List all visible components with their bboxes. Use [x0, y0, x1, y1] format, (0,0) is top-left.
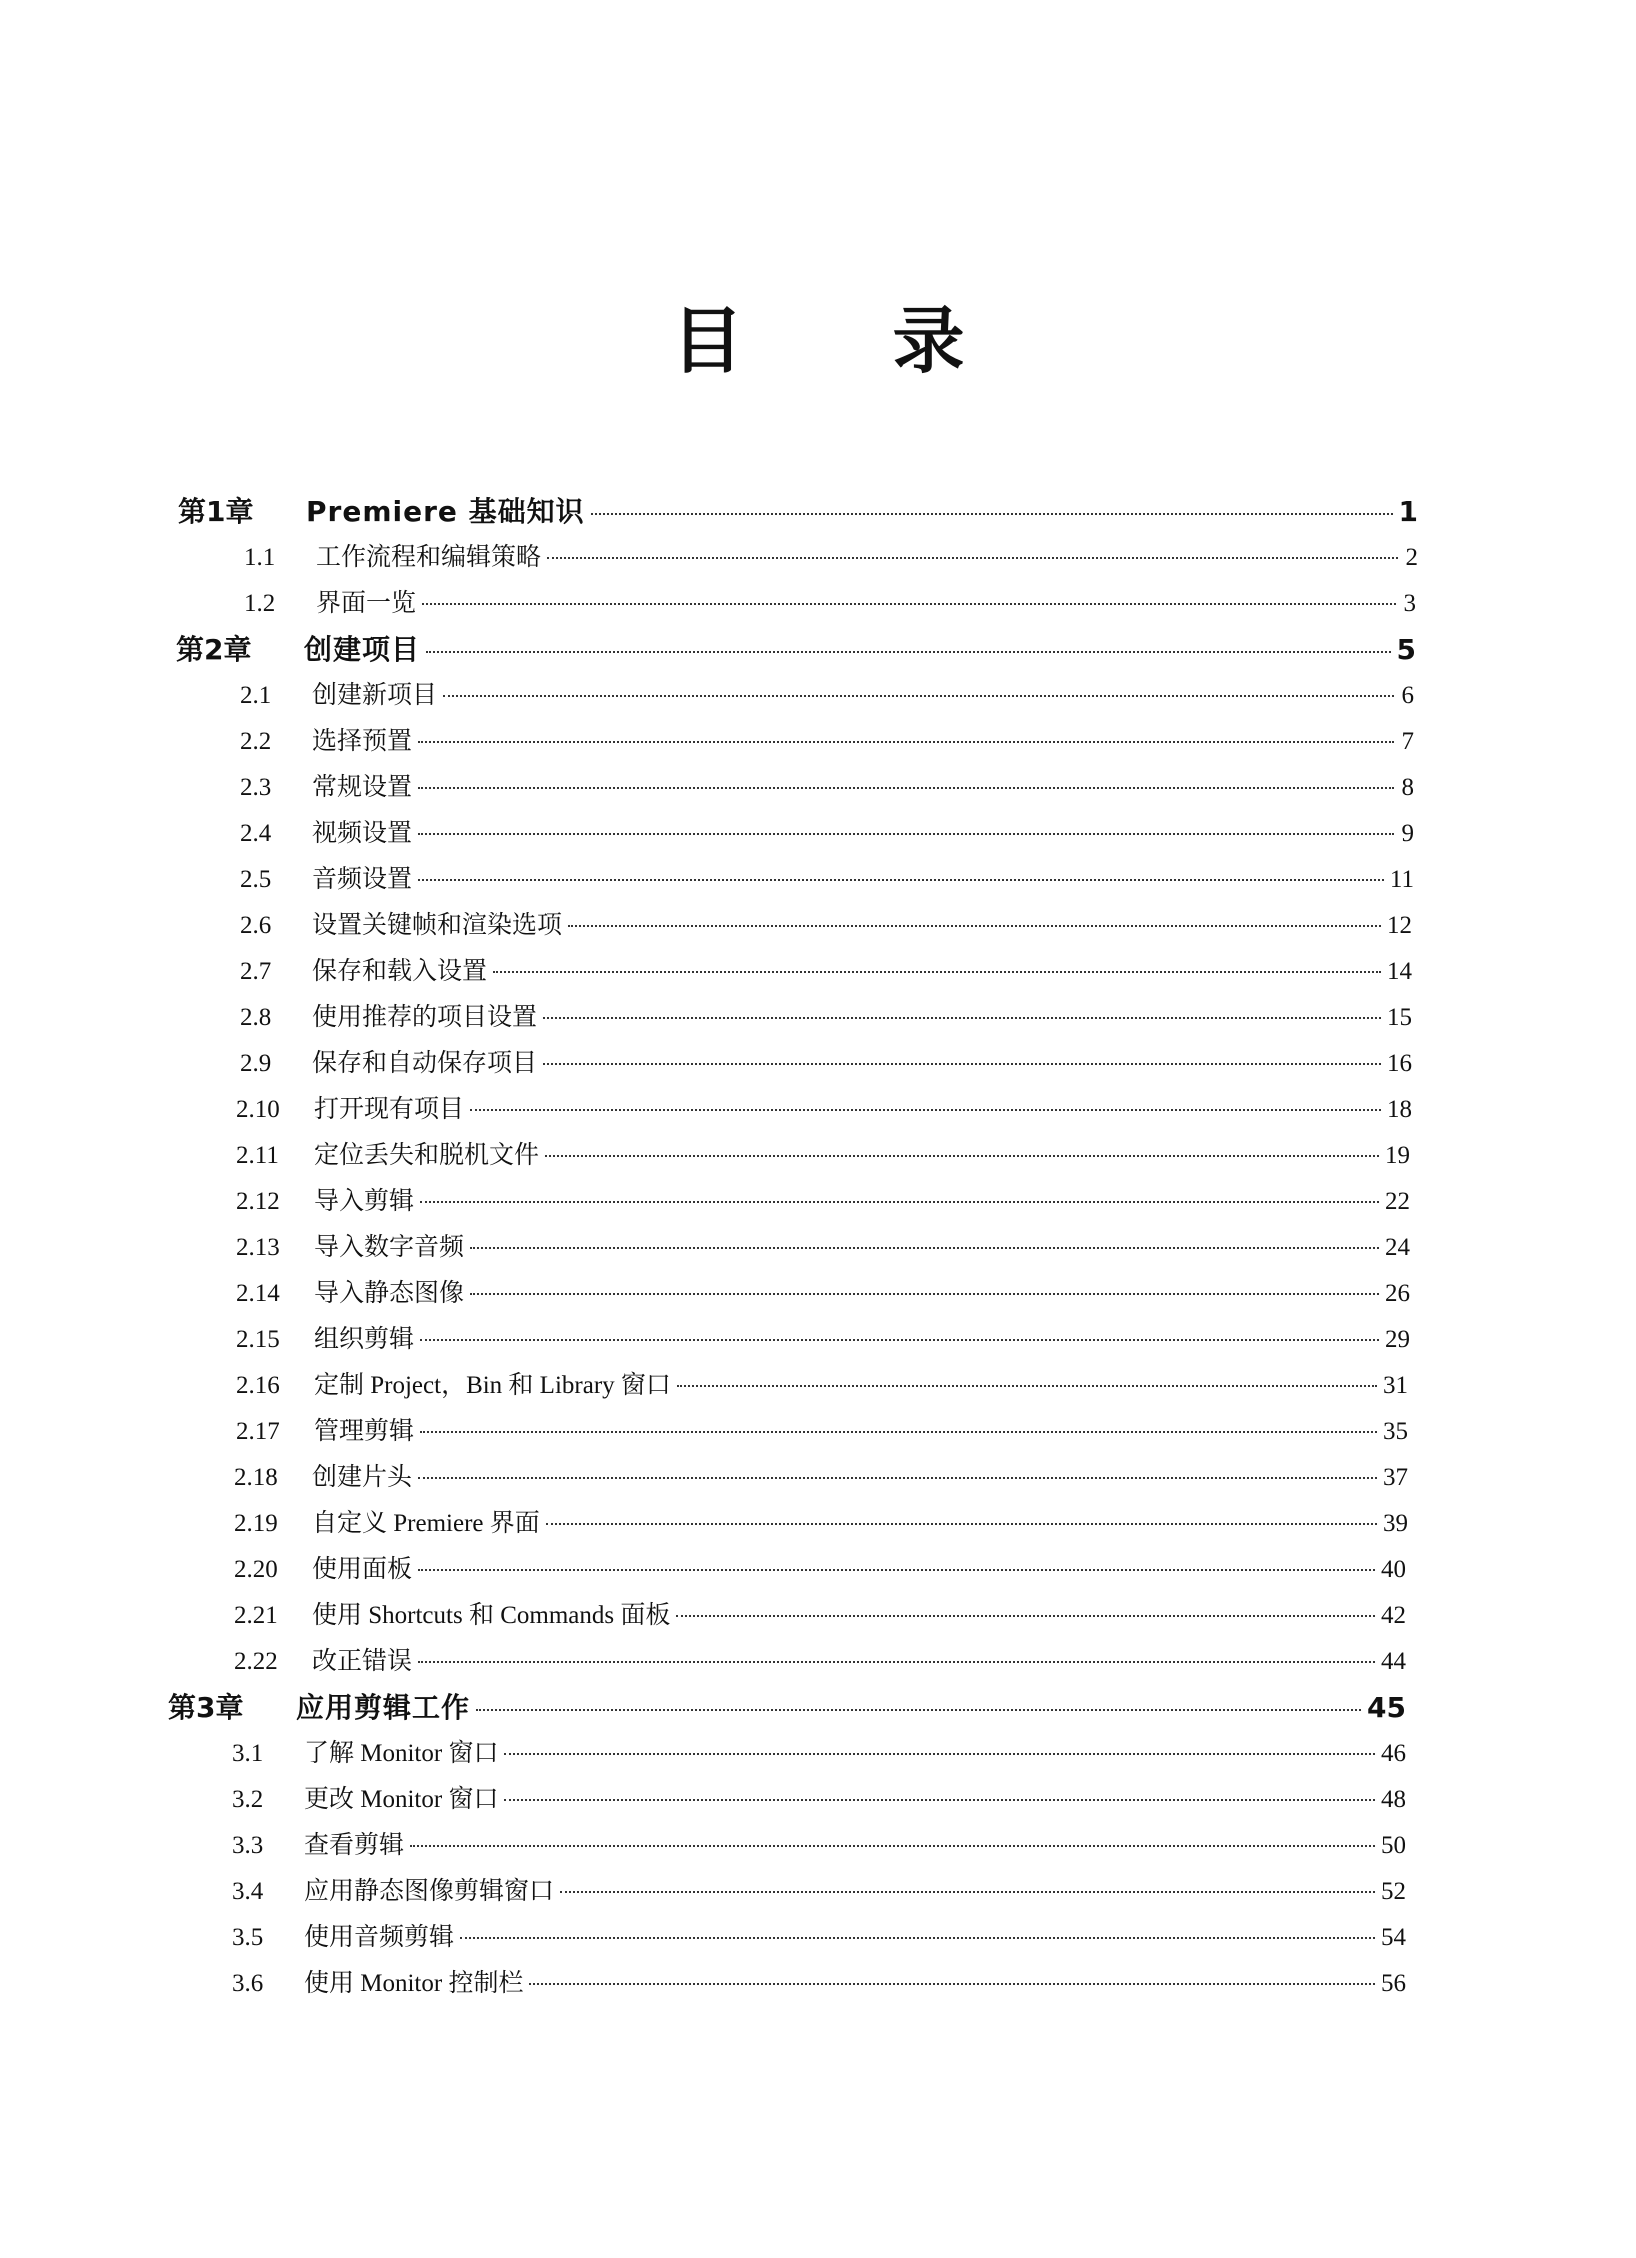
toc-section-2-2[interactable] [240, 720, 1414, 764]
toc-section-2-19[interactable] [234, 1502, 1408, 1546]
section-title: 创建新项目 [312, 682, 438, 709]
toc-chapter-3[interactable] [168, 1686, 1406, 1730]
toc-section-2-15[interactable] [236, 1318, 1410, 1362]
page-number: 11 [1389, 866, 1414, 893]
page-number: 46 [1381, 1740, 1406, 1767]
dot-leader [568, 925, 1381, 927]
toc-section-2-20[interactable] [234, 1548, 1406, 1592]
section-title: 保存和自动保存项目 [312, 1050, 538, 1077]
chapter-title: 创建项目 [304, 633, 421, 666]
section-title: 定位丢失和脱机文件 [314, 1142, 540, 1169]
dot-leader [543, 1017, 1381, 1019]
dot-leader [493, 971, 1381, 973]
section-title: 使用推荐的项目设置 [312, 1004, 538, 1031]
page-number: 9 [1401, 820, 1414, 847]
section-number: 3.3 [232, 1832, 264, 1859]
section-title: 更改 Monitor 窗口 [304, 1786, 499, 1813]
dot-leader [418, 1569, 1375, 1571]
section-title: 改正错误 [312, 1648, 413, 1675]
dot-leader [547, 557, 1398, 559]
dot-leader [460, 1937, 1375, 1939]
section-title: 查看剪辑 [304, 1832, 405, 1859]
section-number: 2.20 [234, 1556, 278, 1583]
section-number: 2.12 [236, 1188, 280, 1215]
toc-section-1-1[interactable] [244, 536, 1418, 580]
section-title: 打开现有项目 [314, 1096, 465, 1123]
page-number: 44 [1381, 1648, 1406, 1675]
page-number: 56 [1381, 1970, 1406, 1997]
page-number: 35 [1383, 1418, 1408, 1445]
dot-leader [504, 1799, 1375, 1801]
toc-section-2-22[interactable] [234, 1640, 1406, 1684]
section-number: 3.4 [232, 1878, 264, 1905]
section-title: 导入数字音频 [314, 1234, 465, 1261]
dot-leader [470, 1247, 1379, 1249]
page-number: 5 [1396, 633, 1416, 666]
page-number: 6 [1401, 682, 1414, 709]
section-title: 界面一览 [316, 590, 417, 617]
dot-leader [546, 1523, 1377, 1525]
section-number: 2.22 [234, 1648, 278, 1675]
section-title: 创建片头 [312, 1464, 413, 1491]
section-number: 2.14 [236, 1280, 280, 1307]
page-number: 31 [1383, 1372, 1408, 1399]
page-number: 45 [1367, 1691, 1406, 1724]
toc-section-3-4[interactable] [232, 1870, 1406, 1914]
section-number: 2.7 [240, 958, 272, 985]
chapter-number: 第1章 [178, 495, 254, 528]
page-number: 37 [1383, 1464, 1408, 1491]
dot-leader [443, 695, 1394, 697]
dot-leader [418, 1661, 1375, 1663]
page-number: 14 [1387, 958, 1412, 985]
toc-section-3-2[interactable] [232, 1778, 1406, 1822]
dot-leader [420, 1201, 1379, 1203]
section-title: 管理剪辑 [314, 1418, 415, 1445]
section-number: 2.10 [236, 1096, 280, 1123]
section-title: 视频设置 [312, 820, 413, 847]
toc-section-2-17[interactable] [236, 1410, 1408, 1454]
dot-leader [420, 1339, 1379, 1341]
section-number: 2.2 [240, 728, 272, 755]
page-number: 40 [1381, 1556, 1406, 1583]
chapter-title: 应用剪辑工作 [296, 1691, 471, 1724]
page-number: 24 [1385, 1234, 1410, 1261]
page-number: 7 [1401, 728, 1414, 755]
section-number: 2.21 [234, 1602, 278, 1629]
toc-section-2-7[interactable] [240, 950, 1412, 994]
dot-leader [418, 833, 1394, 835]
section-number: 3.5 [232, 1924, 264, 1951]
section-title: 设置关键帧和渲染选项 [312, 912, 563, 939]
dot-leader [591, 513, 1393, 515]
section-number: 2.16 [236, 1372, 280, 1399]
page-number: 2 [1405, 544, 1418, 571]
toc-section-2-12[interactable] [236, 1180, 1410, 1224]
toc-chapter-1[interactable] [178, 490, 1418, 534]
toc-section-2-18[interactable] [234, 1456, 1408, 1500]
section-title: 导入静态图像 [314, 1280, 465, 1307]
section-number: 2.5 [240, 866, 272, 893]
toc-section-3-1[interactable] [232, 1732, 1406, 1776]
section-title: 选择预置 [312, 728, 413, 755]
toc-section-1-2[interactable] [244, 582, 1416, 626]
section-number: 2.11 [236, 1142, 279, 1169]
dot-leader [418, 879, 1384, 881]
section-number: 2.19 [234, 1510, 278, 1537]
dot-leader [529, 1983, 1375, 1985]
toc-chapter-2[interactable] [176, 628, 1416, 672]
dot-leader [504, 1753, 1375, 1755]
section-number: 3.6 [232, 1970, 264, 1997]
section-number: 2.4 [240, 820, 272, 847]
section-title: 导入剪辑 [314, 1188, 415, 1215]
section-title: 常规设置 [312, 774, 413, 801]
toc-section-2-1[interactable] [240, 674, 1414, 718]
section-title: 组织剪辑 [314, 1326, 415, 1353]
section-title: 了解 Monitor 窗口 [304, 1740, 499, 1767]
dot-leader [470, 1293, 1379, 1295]
chapter-title: Premiere 基础知识 [306, 495, 585, 528]
dot-leader [677, 1385, 1377, 1387]
page-number: 1 [1398, 495, 1418, 528]
section-title: 自定义 Premiere 界面 [312, 1510, 540, 1537]
dot-leader [418, 1477, 1377, 1479]
dot-leader [560, 1891, 1375, 1893]
section-title: 保存和载入设置 [312, 958, 488, 985]
toc-section-2-16[interactable] [236, 1364, 1408, 1408]
page-number: 15 [1387, 1004, 1412, 1031]
dot-leader [545, 1155, 1379, 1157]
toc-section-3-5[interactable] [232, 1916, 1406, 1960]
page-number: 29 [1385, 1326, 1410, 1353]
section-number: 3.1 [232, 1740, 264, 1767]
section-title: 使用面板 [312, 1556, 413, 1583]
section-number: 2.6 [240, 912, 272, 939]
toc-section-2-5[interactable] [240, 858, 1414, 902]
section-number: 1.1 [244, 544, 276, 571]
section-number: 2.15 [236, 1326, 280, 1353]
page-number: 48 [1381, 1786, 1406, 1813]
toc-section-2-4[interactable] [240, 812, 1414, 856]
dot-leader [426, 651, 1391, 653]
section-number: 1.2 [244, 590, 276, 617]
dot-leader [676, 1615, 1375, 1617]
dot-leader [543, 1063, 1381, 1065]
section-title: 定制 Project，Bin 和 Library 窗口 [314, 1372, 671, 1399]
toc-section-3-6[interactable] [232, 1962, 1406, 2006]
dot-leader [470, 1109, 1381, 1111]
toc-section-3-3[interactable] [232, 1824, 1406, 1868]
toc-section-2-13[interactable] [236, 1226, 1410, 1270]
dot-leader [420, 1431, 1377, 1433]
page-title: 目 录 [671, 299, 1027, 383]
toc-section-2-11[interactable] [236, 1134, 1410, 1178]
page-number: 52 [1381, 1878, 1406, 1905]
dot-leader [422, 603, 1396, 605]
toc-section-2-14[interactable] [236, 1272, 1410, 1316]
toc-section-2-9[interactable] [240, 1042, 1412, 1086]
section-number: 2.17 [236, 1418, 280, 1445]
page-number: 16 [1387, 1050, 1412, 1077]
section-title: 使用 Shortcuts 和 Commands 面板 [312, 1602, 671, 1629]
chapter-number: 第3章 [168, 1691, 244, 1724]
toc-section-2-6[interactable] [240, 904, 1412, 948]
page-number: 19 [1385, 1142, 1410, 1169]
page-number: 26 [1385, 1280, 1410, 1307]
page-number: 8 [1401, 774, 1414, 801]
dot-leader [418, 741, 1394, 743]
section-title: 音频设置 [312, 866, 413, 893]
dot-leader [410, 1845, 1375, 1847]
section-number: 2.8 [240, 1004, 272, 1031]
page-number: 39 [1383, 1510, 1408, 1537]
chapter-number: 第2章 [176, 633, 252, 666]
section-title: 应用静态图像剪辑窗口 [304, 1878, 555, 1905]
page-number: 12 [1387, 912, 1412, 939]
section-number: 2.3 [240, 774, 272, 801]
dot-leader [418, 787, 1394, 789]
toc-section-2-21[interactable] [234, 1594, 1406, 1638]
toc-section-2-3[interactable] [240, 766, 1414, 810]
section-number: 2.9 [240, 1050, 272, 1077]
section-number: 2.1 [240, 682, 272, 709]
section-number: 2.13 [236, 1234, 280, 1261]
page-number: 18 [1387, 1096, 1412, 1123]
page-number: 50 [1381, 1832, 1406, 1859]
section-title: 工作流程和编辑策略 [316, 544, 542, 571]
page-number: 54 [1381, 1924, 1406, 1951]
section-number: 3.2 [232, 1786, 264, 1813]
page-number: 42 [1381, 1602, 1406, 1629]
dot-leader [476, 1709, 1361, 1711]
section-title: 使用 Monitor 控制栏 [304, 1970, 524, 1997]
page-number: 3 [1403, 590, 1416, 617]
toc-section-2-8[interactable] [240, 996, 1412, 1040]
section-number: 2.18 [234, 1464, 278, 1491]
page-number: 22 [1385, 1188, 1410, 1215]
toc-section-2-10[interactable] [236, 1088, 1412, 1132]
section-title: 使用音频剪辑 [304, 1924, 455, 1951]
